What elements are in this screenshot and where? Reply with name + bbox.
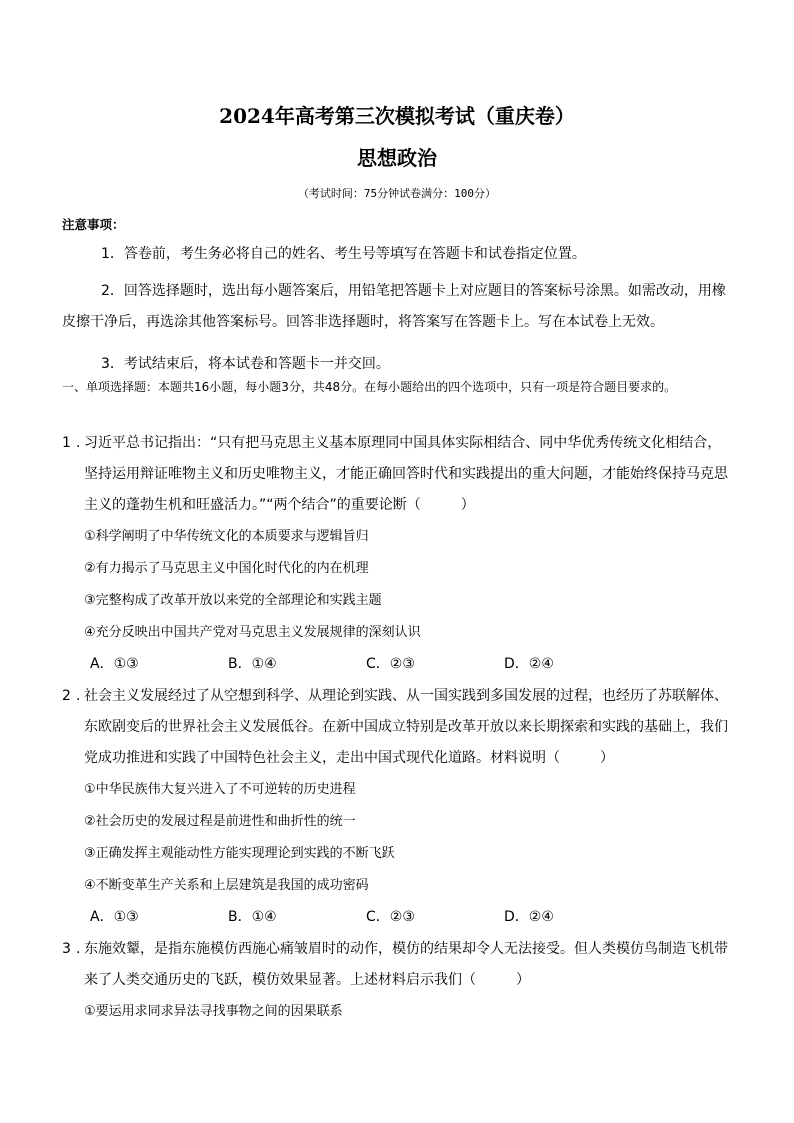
- subject-title: 思想政治: [357, 146, 437, 170]
- question-text-end: ）: [460, 497, 475, 513]
- note-item: 2．回答选择题时，选出每小题答案后，用铅笔把答题卡上对应题目的答案标号涂黑。如需改动，用橡皮擦干净后，再选涂其他答案标号。回答非选择题时，将答案写在答题卡上。写在本试卷上无效。: [62, 283, 726, 330]
- notes-heading: 注意事项：: [62, 217, 125, 232]
- note-item: 3．考试结束后，将本试卷和答题卡一并交回。: [101, 356, 390, 372]
- statement-option: ④充分反映出中国共产党对马克思主义发展规律的深刻认识: [84, 625, 421, 640]
- question-text-body: 社会主义发展经过了从空想到科学、从理论到实践、从一国实践到多国发展的过程，也经历了苏联解体、东欧剧变后的世界社会主义发展低谷。在新中国成立特别是改革开放以来长期探索和实践的基础上，我们党成功推进和实践了中国特色社会主义，走出中国式现代化道路。材料说明（: [84, 688, 728, 766]
- question-stem: [62, 428, 734, 521]
- choice-a: A．①③: [90, 909, 139, 925]
- statement-option: ①中华民族伟大复兴进入了不可逆转的历史进程: [84, 782, 356, 797]
- question-number-dot: .: [76, 688, 81, 704]
- question: [62, 934, 734, 1028]
- question-number-dot: .: [76, 435, 81, 451]
- question-stem: [62, 681, 734, 774]
- choice-b: B．①④: [228, 656, 277, 672]
- question-text-end: ）: [600, 750, 614, 766]
- choice-b: B．①④: [228, 909, 277, 925]
- question-number: 2: [62, 688, 71, 704]
- question: [62, 428, 734, 681]
- question-text-end: ）: [516, 972, 530, 988]
- question-text: [84, 428, 734, 521]
- notes-list: [62, 243, 734, 391]
- choice-c: C．②③: [366, 656, 415, 672]
- choice-a: A．①③: [90, 656, 139, 672]
- statement-option: ②有力揭示了马克思主义中国化时代化的内在机理: [84, 561, 369, 576]
- choice-d: D．②④: [504, 909, 554, 925]
- statement-option: ③完整构成了改革开放以来党的全部理论和实践主题: [84, 593, 382, 608]
- question-stem: [62, 934, 734, 996]
- choice-d: D．②④: [504, 656, 554, 672]
- statement-option: ④不断变革生产关系和上层建筑是我国的成功密码: [84, 878, 369, 893]
- question-list: [62, 428, 734, 1028]
- statement-option: ③正确发挥主观能动性方能实现理论到实践的不断飞跃: [84, 846, 395, 861]
- choice-c: C．②③: [366, 909, 415, 925]
- question-number: 3: [62, 941, 71, 957]
- question: [62, 681, 734, 934]
- statement-option: ②社会历史的发展过程是前进性和曲折性的统一: [84, 814, 356, 829]
- question-text: [84, 681, 734, 774]
- question-text-body: 东施效颦，是指东施模仿西施心痛皱眉时的动作，模仿的结果却令人无法接受。但人类模仿鸟制造飞机带来了人类交通历史的飞跃，模仿效果显著。上述材料启示我们（: [84, 941, 728, 988]
- section-heading: 一、单项选择题：本题共16小题，每小题3分，共48分。在每小题给出的四个选项中，只有一项是符合题目要求的。: [62, 380, 677, 394]
- question-number: 1: [62, 435, 71, 451]
- question-text-body: 习近平总书记指出：“只有把马克思主义基本原理同中国具体实际相结合、同中华优秀传统文化相结合，坚持运用辩证唯物主义和历史唯物主义，才能正确回答时代和实践提出的重大问题，才能始终保持马克思主义的蓬勃生机和旺盛活力。”“两个结合”的重要论断（: [84, 435, 728, 513]
- statement-option: ①要运用求同求异法寻找事物之间的因果联系: [84, 1004, 343, 1019]
- exam-title: 2024年高考第三次模拟考试（重庆卷）: [219, 104, 575, 128]
- statement-option: ①科学阐明了中华传统文化的本质要求与逻辑旨归: [84, 529, 369, 544]
- note-item: 1．答卷前，考生务必将自己的姓名、考生号等填写在答题卡和试卷指定位置。: [101, 246, 586, 262]
- answer-choices: [90, 649, 734, 681]
- exam-info: （考试时间：75分钟试卷满分：100分）: [297, 187, 497, 200]
- answer-choices: [90, 902, 734, 934]
- question-number-dot: .: [76, 941, 81, 957]
- question-text: [84, 934, 734, 996]
